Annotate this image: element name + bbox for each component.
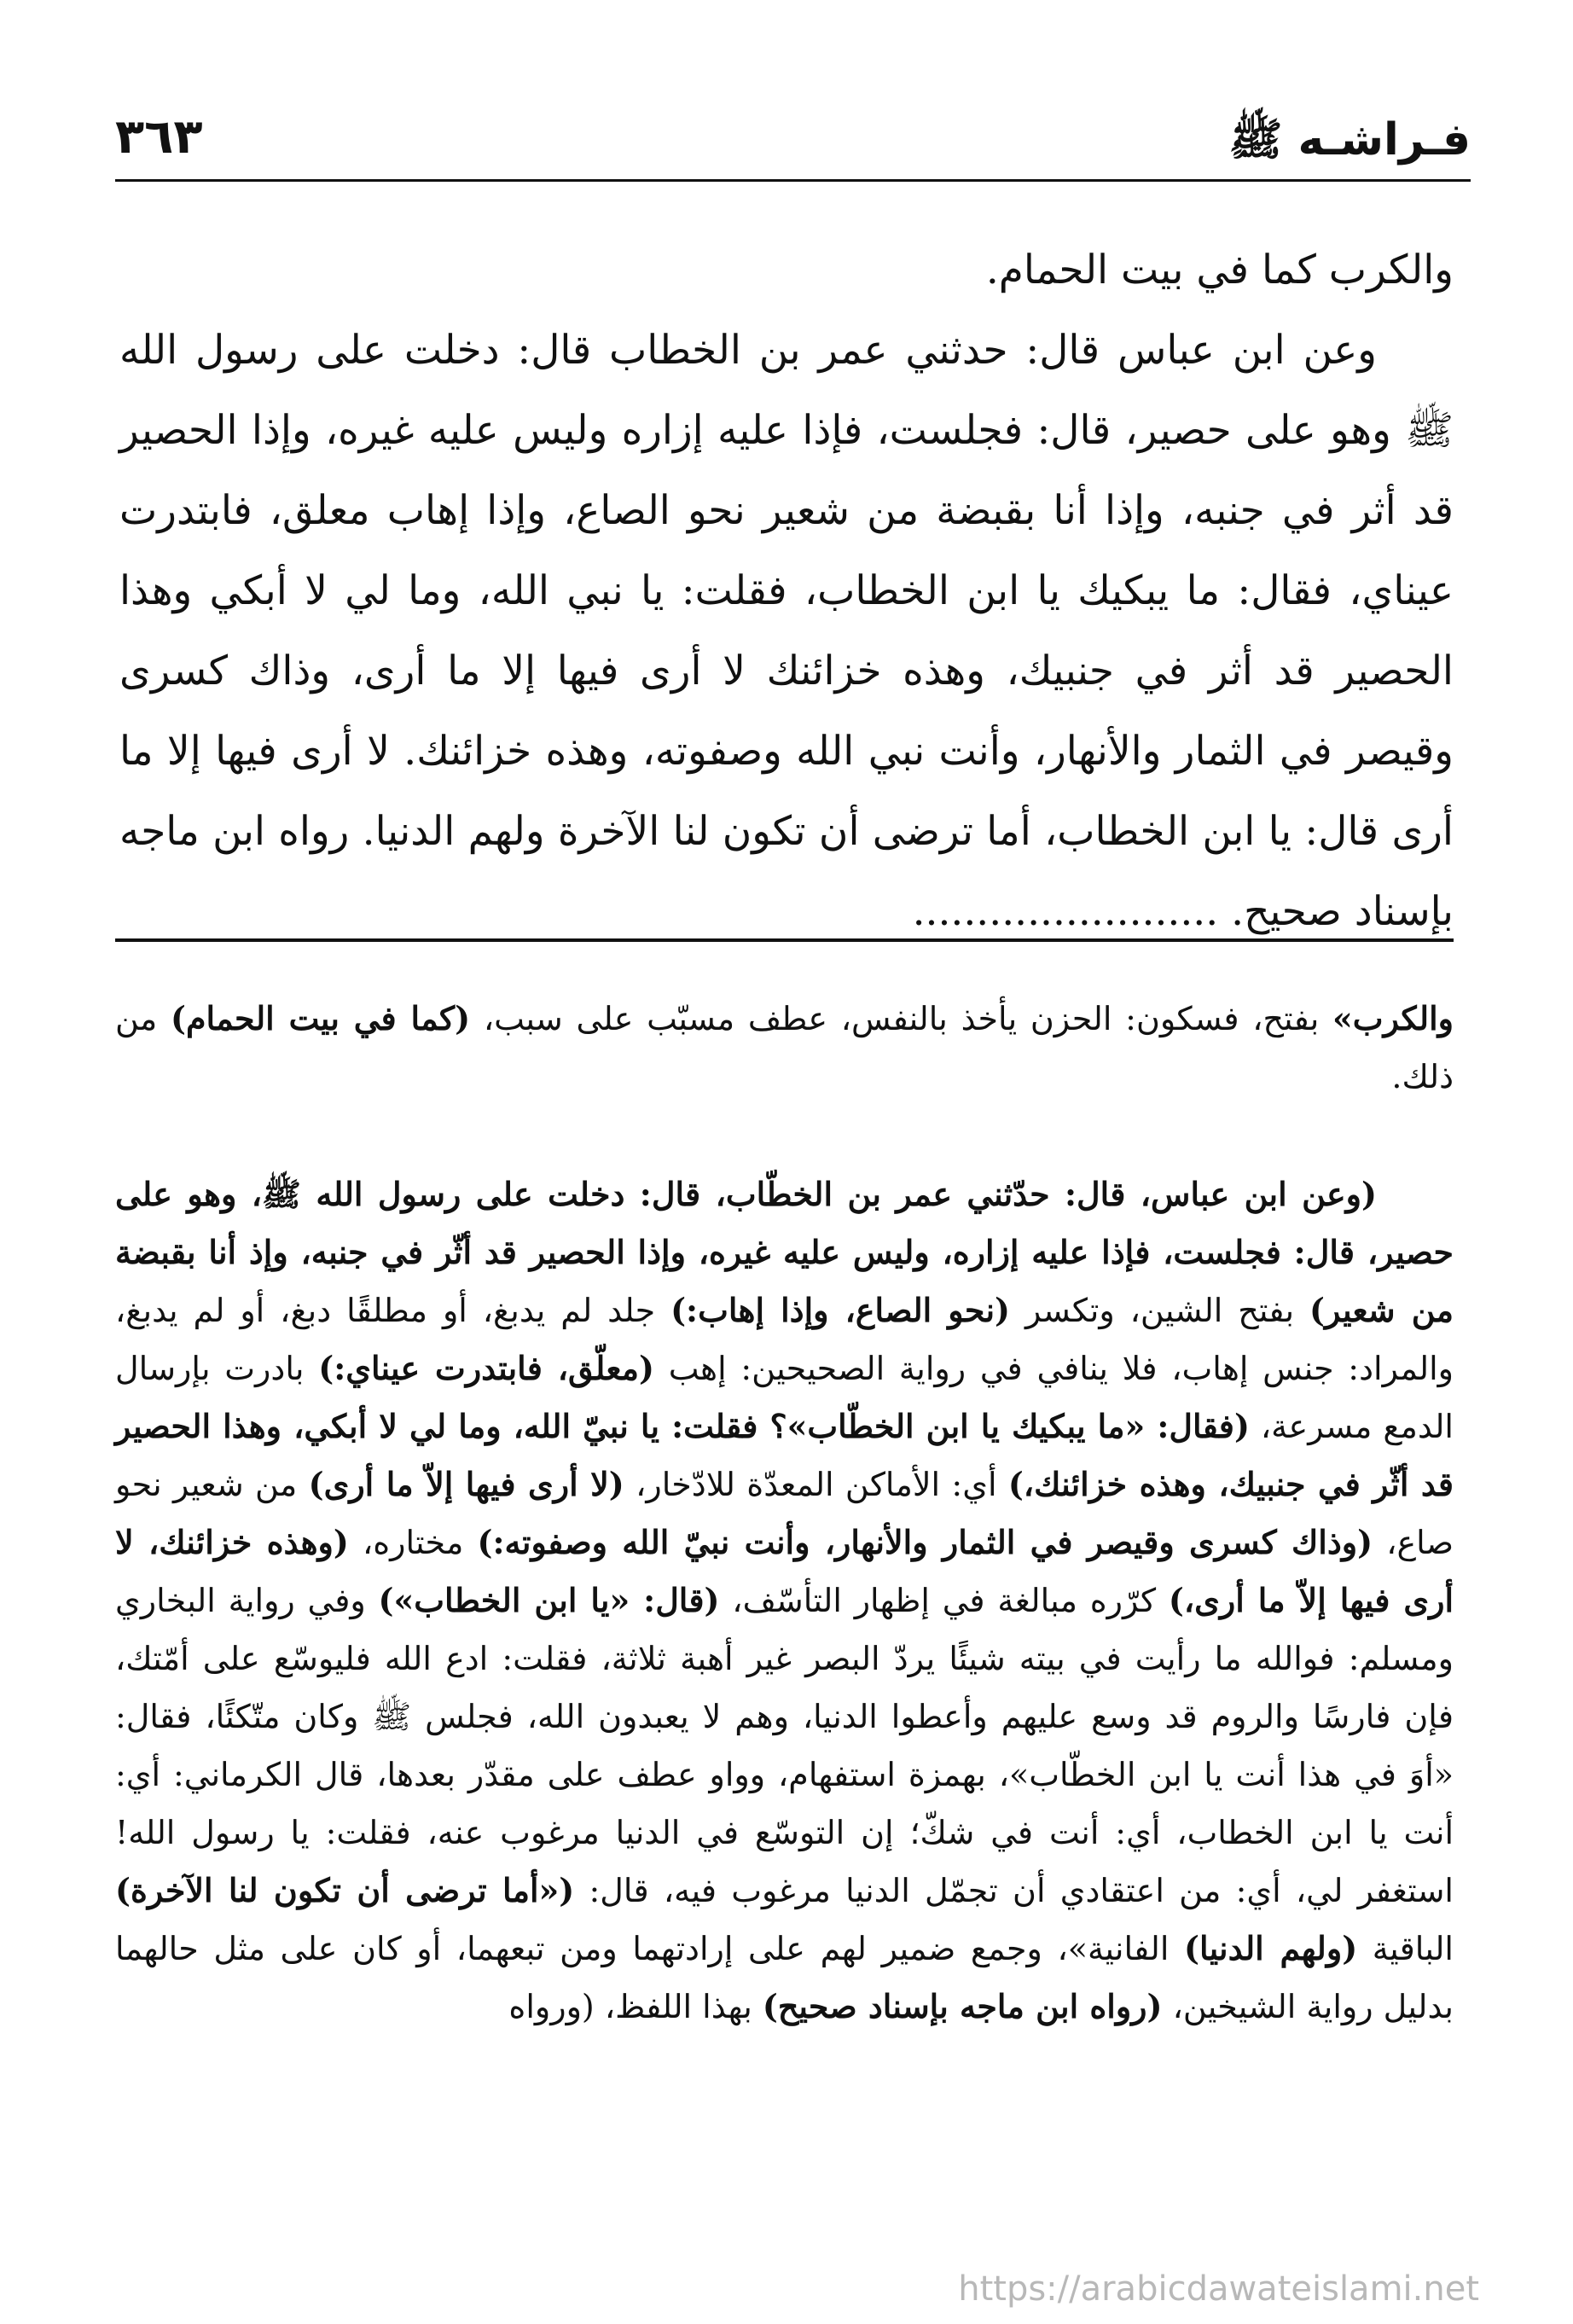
watermark-url: https://arabicdawateislami.net — [958, 2269, 1479, 2309]
commentary-text: بهذا اللفظ، (ورواه — [508, 1988, 763, 2025]
running-title: فـراشـه ﷺ — [1228, 114, 1471, 166]
commentary-text: الفانية»، وجمع ضمير لهم على إرادتهما ومن تبعهما، أو كان على مثل حالهما بدليل رواية الشيخين، — [115, 1930, 1454, 2025]
commentary — [115, 990, 1454, 2066]
page-number: ٣٦٣ — [115, 109, 203, 165]
commentary-text: وفي رواية البخاري ومسلم: فوالله ما رأيت في بيته شيئًا يردّ البصر غير أهبة ثلاثة، فقلت: ادع الله فليوسّع على أمّتك، فإن فارسًا والروم قد وسع عليهم وأعطوا الدنيا، وهم لا يعبدون الله، فجلس ﷺ وكان متّكئًا، فقال: «أوَ في هذا أنت يا ابن الخطّاب»، بهمزة استفهام، وواو عطف على مقدّر بعدها، قال الكرماني: أي: أنت يا ابن الخطاب، أي: أنت في شكّ؛ إن التوسّع في الدنيا مرغوب عنه، فقلت: يا رسول الله! استغفر لي، أي: من اعتقادي أن تجمّل الدنيا مرغوب فيه، قال: — [115, 1582, 1454, 1909]
commentary-bold: (رواه ابن ماجه بإسناد صحيح) — [762, 1987, 1163, 2025]
commentary-bold: (قال: «يا ابن الخطاب») — [378, 1581, 720, 1619]
commentary-bold: (نحو الصاع، وإذا إهاب:) — [670, 1291, 1011, 1329]
commentary-bold: (وذاك كسرى وقيصر في الثمار والأنهار، وأنت نبيّ الله وصفوته:) — [477, 1523, 1373, 1561]
main-hadith-text: وعن ابن عباس قال: حدثني عمر بن الخطاب قال: دخلت على رسول الله ﷺ وهو على حصير، قال: فجلست، فإذا عليه إزاره وليس عليه غيره، وإذا الحصير قد أثر في جنبه، وإذا أنا بقبضة من شعير نحو الصاع، وإذا إهاب معلق، فابتدرت عيناي، فقال: ما يبكيك يا ابن الخطاب، فقلت: يا نبي الله، وما لي لا أبكي وهذا الحصير قد أثر في جنبيك، وهذه خزائنك لا أرى فيها إلا ما أرى، وذاك كسرى وقيصر في الثمار والأنهار، وأنت نبي الله وصفوته، وهذه خزائنك. لا أرى فيها إلا ما أرى قال: يا ابن الخطاب، أما ترضى أن تكون لنا الآخرة ولهم الدنيا. رواه ابن ماجه بإسناد صحيح. — [119, 327, 1454, 935]
commentary-bold: (لا أرى فيها إلاّ ما أرى) — [308, 1465, 624, 1503]
commentary-text: بفتح الشين، وتكسر — [1010, 1292, 1310, 1329]
main-text — [119, 230, 1454, 952]
page-header — [115, 102, 1471, 182]
commentary-bold: (وهذه خزائنك، لا أرى فيها إلاّ ما أرى،) — [115, 1523, 1454, 1619]
commentary-bold: (فقال: «ما يبكيك يا ابن الخطّاب»؟ فقلت: يا نبيّ الله، وما لي لا أبكي، وهذا الحصير قد أثّر في جنبيك، وهذه خزائنك،) — [115, 1407, 1454, 1503]
commentary-text: من شعير نحو صاع، — [115, 1466, 1454, 1561]
commentary-text: بفتح، فسكون: الحزن يأخذ بالنفس، عطف مسبّب على سبب، — [470, 1000, 1333, 1037]
commentary-text: بادرت بإرسال الدمع مسرعة، — [115, 1350, 1454, 1445]
main-intro-line: والكرب كما في بيت الحمام. — [985, 247, 1454, 293]
commentary-text: مختاره، — [348, 1524, 478, 1561]
commentary-bold: (وعن ابن عباس، قال: حدّثني عمر بن الخطّاب، قال: دخلت على رسول الله ﷺ، وهو على حصير، قال: فجلست، فإذا عليه إزاره، وليس عليه غيره، وإذا الحصير قد أثّر في جنبه، وإذ أنا بقبضة من شعير) — [115, 1175, 1454, 1329]
commentary-bold: («أما ترضى أن تكون لنا الآخرة) — [115, 1871, 575, 1909]
main-dots: ........................ — [912, 888, 1219, 935]
commentary-paragraph-2 — [115, 1165, 1454, 2036]
commentary-paragraph-1 — [115, 990, 1454, 1106]
commentary-text: كرّره مبالغة في إظهار التأسّف، — [719, 1582, 1169, 1619]
commentary-bold: (معلّق، فابتدرت عيناي:) — [318, 1349, 654, 1387]
commentary-bold: (ولهم الدنيا) — [1184, 1929, 1358, 1967]
commentary-text: من ذلك. — [115, 1000, 1454, 1095]
commentary-bold: (كما في بيت الحمام) — [171, 999, 471, 1037]
main-hadith-paragraph — [119, 311, 1454, 952]
commentary-text: جلد لم يدبغ، أو مطلقًا دبغ، أو لم يدبغ، والمراد: جنس إهاب، فلا ينافي في رواية الصحيحين: إهب — [115, 1292, 1454, 1387]
commentary-text: أي: الأماكن المعدّة للادّخار، — [624, 1466, 1008, 1503]
commentary-text: الباقية — [1357, 1930, 1454, 1967]
commentary-bold: والكرب» — [1332, 999, 1454, 1037]
footnote-divider — [115, 938, 1454, 942]
